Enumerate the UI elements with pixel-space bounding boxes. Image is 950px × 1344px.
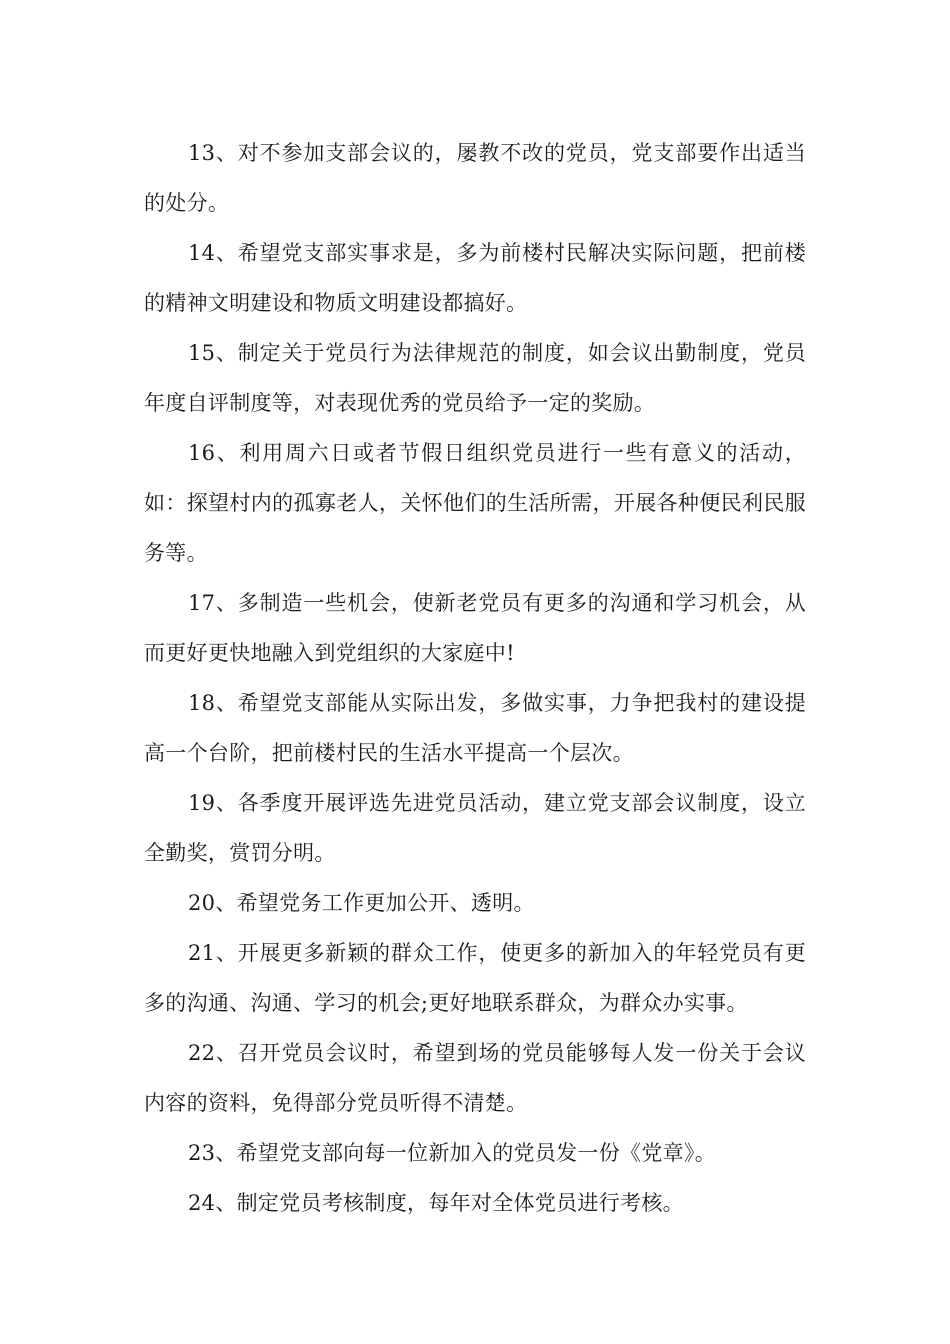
paragraph-17: 17、多制造一些机会，使新老党员有更多的沟通和学习机会，从而更好更快地融入到党组织的大家庭中!	[144, 591, 806, 665]
paragraph-16: 16、利用周六日或者节假日组织党员进行一些有意义的活动，如：探望村内的孤寡老人，关怀他们的生活所需，开展各种便民利民服务等。	[144, 441, 806, 565]
paragraph-22: 22、召开党员会议时，希望到场的党员能够每人发一份关于会议内容的资料，免得部分党员听得不清楚。	[144, 1041, 806, 1115]
paragraph-19: 19、各季度开展评选先进党员活动，建立党支部会议制度，设立全勤奖，赏罚分明。	[144, 791, 806, 865]
paragraph-14: 14、希望党支部实事求是，多为前楼村民解决实际问题，把前楼的精神文明建设和物质文明建设都搞好。	[144, 241, 806, 315]
paragraph-21: 21、开展更多新颖的群众工作，使更多的新加入的年轻党员有更多的沟通、沟通、学习的机会;更好地联系群众，为群众办实事。	[144, 941, 806, 1015]
paragraph-20: 20、希望党务工作更加公开、透明。	[188, 891, 535, 915]
document-body	[144, 128, 806, 1228]
paragraph-13: 13、对不参加支部会议的，屡教不改的党员，党支部要作出适当的处分。	[144, 141, 806, 215]
paragraph-18: 18、希望党支部能从实际出发，多做实事，力争把我村的建设提高一个台阶，把前楼村民的生活水平提高一个层次。	[144, 691, 806, 765]
paragraph-15: 15、制定关于党员行为法律规范的制度，如会议出勤制度，党员年度自评制度等，对表现优秀的党员给予一定的奖励。	[144, 341, 806, 415]
paragraph-24: 24、制定党员考核制度，每年对全体党员进行考核。	[188, 1191, 684, 1215]
paragraph-23: 23、希望党支部向每一位新加入的党员发一份《党章》。	[188, 1141, 717, 1165]
